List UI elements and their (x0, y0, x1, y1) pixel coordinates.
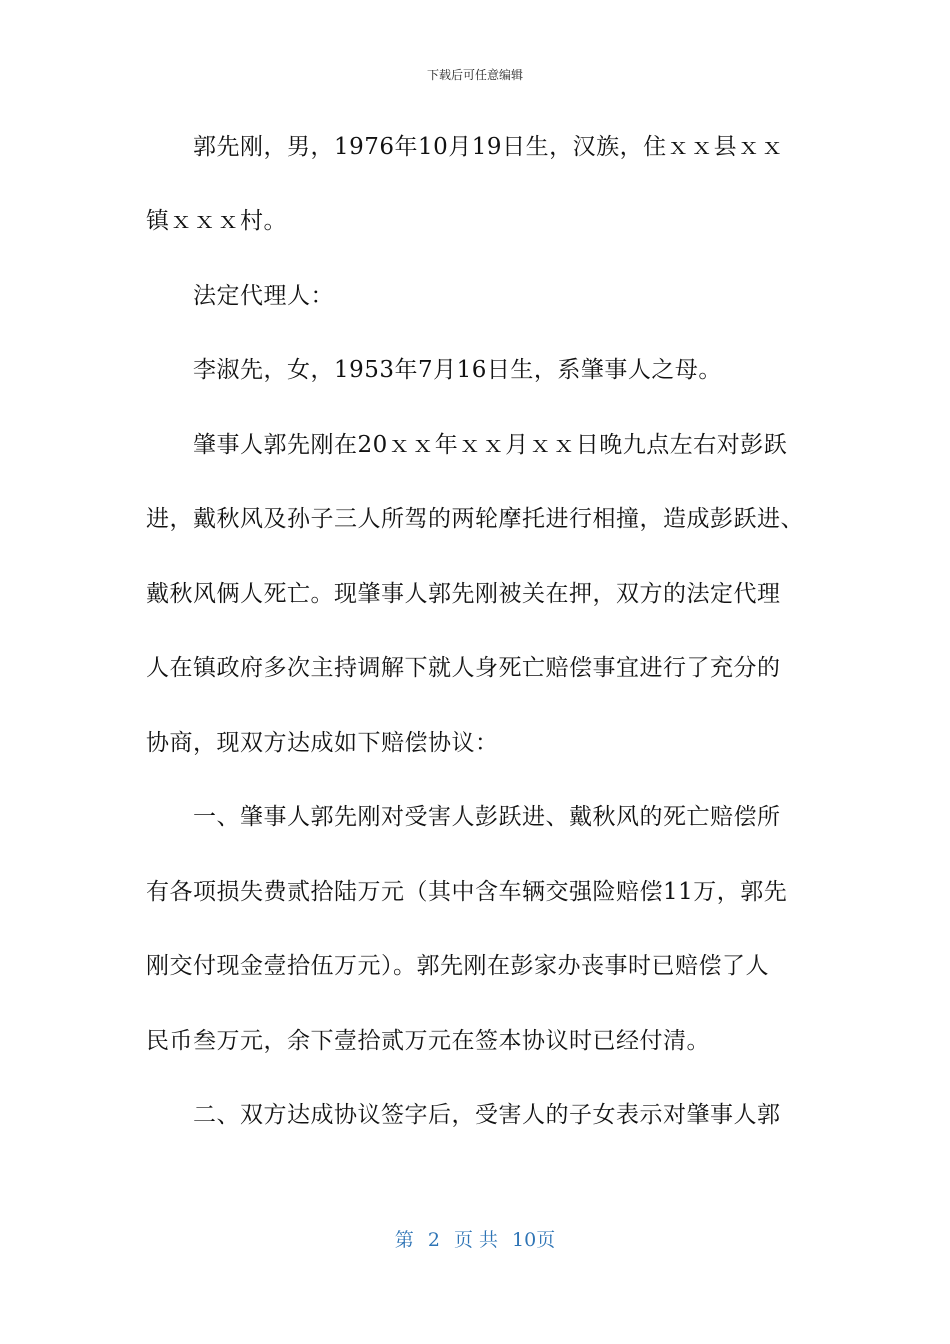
text-line: 进，戴秋风及孙子三人所驾的两轮摩托进行相撞，造成彭跃进、 (146, 506, 804, 532)
text-line: 人在镇政府多次主持调解下就人身死亡赔偿事宜进行了充分的 (146, 655, 781, 681)
text-line: 有各项损失费贰拾陆万元（其中含车辆交强险赔偿11万，郭先 (146, 879, 788, 905)
text-line: 二、双方达成协议签字后，受害人的子女表示对肇事人郭 (193, 1102, 781, 1128)
text-line: 李淑先，女，1953年7月16日生，系肇事人之母。 (193, 357, 722, 383)
footer-page-number: 2 (427, 1229, 440, 1251)
footer-total-pages: 10页 (512, 1229, 556, 1251)
footer-middle: 页 共 (453, 1229, 498, 1251)
footer-prefix: 第 (394, 1229, 414, 1251)
text-line: 民币叁万元，余下壹拾贰万元在签本协议时已经付清。 (146, 1028, 710, 1054)
text-line: 郭先刚，男，1976年10月19日生，汉族，住ｘｘ县ｘｘ (193, 134, 785, 160)
text-line: 肇事人郭先刚在20ｘｘ年ｘｘ月ｘｘ日晚九点左右对彭跃 (193, 432, 788, 458)
text-line: 协商，现双方达成如下赔偿协议： (146, 730, 499, 756)
page-header: 下载后可任意编辑 (426, 68, 523, 82)
text-line: 戴秋风俩人死亡。现肇事人郭先刚被关在押，双方的法定代理 (146, 581, 781, 607)
text-line: 镇ｘｘｘ村。 (146, 208, 287, 234)
text-line: 刚交付现金壹拾伍万元）。郭先刚在彭家办丧事时已赔偿了人 (146, 953, 769, 979)
text-line: 一、肇事人郭先刚对受害人彭跃进、戴秋风的死亡赔偿所 (193, 804, 781, 830)
text-line: 法定代理人： (193, 283, 334, 309)
page-footer (0, 1225, 950, 1252)
